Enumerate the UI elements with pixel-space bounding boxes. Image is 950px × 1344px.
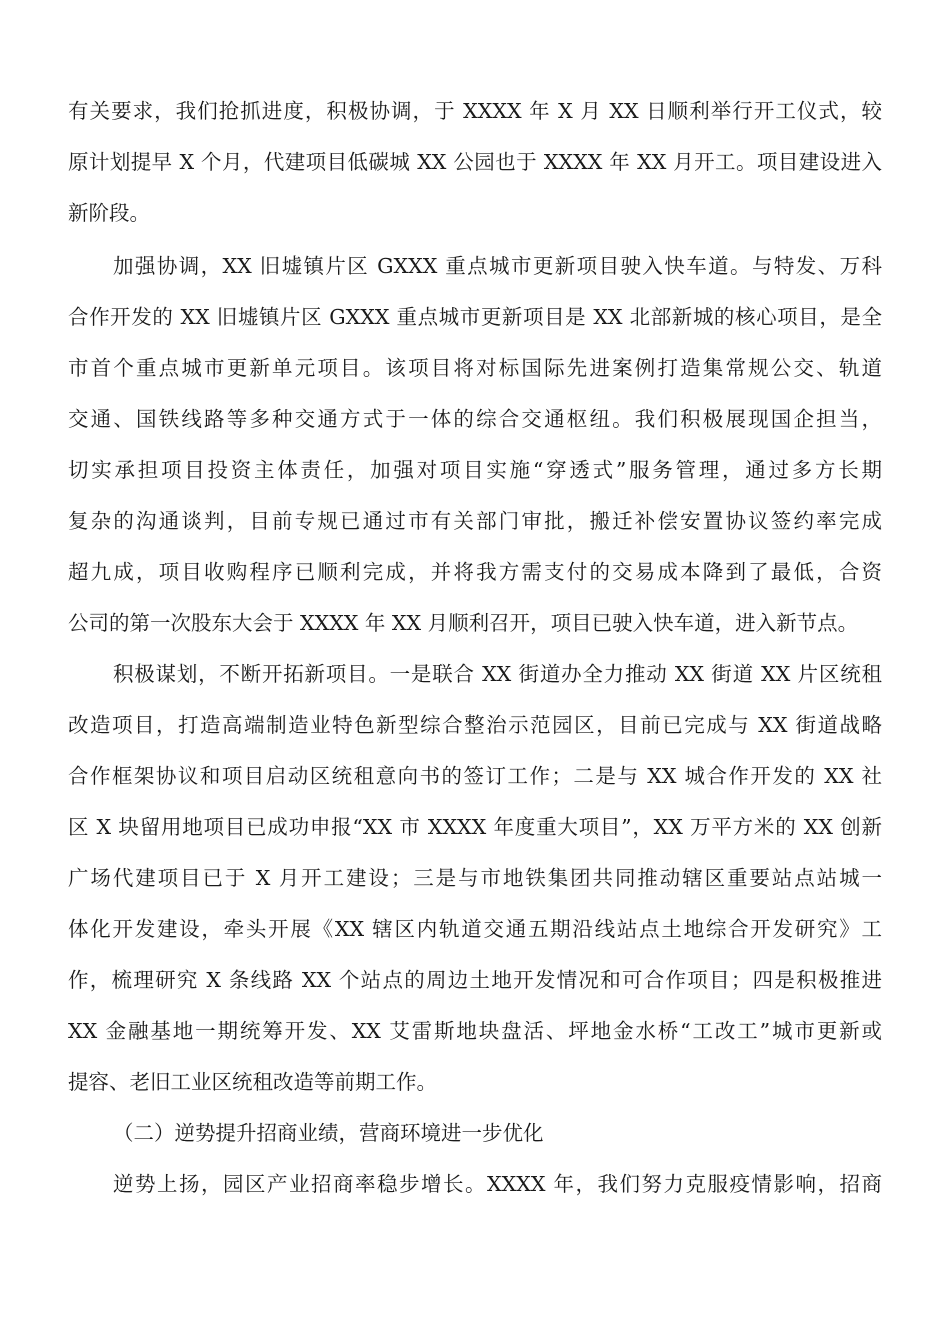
paragraph-4-line-1: 逆势上扬，园区产业招商率稳步增长。XXXX 年，我们努力克服疫情影响，招商 — [113, 1172, 882, 1196]
paragraph-3-line-3: 合作框架协议和项目启动区统租意向书的签订工作；二是与 XX 城合作开发的 XX 社 — [68, 764, 882, 788]
paragraph-3-line-6: 体化开发建设，牵头开展《XX 辖区内轨道交通五期沿线站点土地综合开发研究》工 — [68, 917, 882, 941]
paragraph-3-line-7: 作，梳理研究 X 条线路 XX 个站点的周边土地开发情况和可合作项目；四是积极推进 — [68, 968, 882, 992]
paragraph-1-line-3: 新阶段。 — [68, 201, 150, 225]
paragraph-2-line-5: 切实承担项目投资主体责任，加强对项目实施“穿透式”服务管理，通过多方长期 — [68, 458, 882, 482]
paragraph-3-line-5: 广场代建项目已于 X 月开工建设；三是与市地铁集团共同推动辖区重要站点站城一 — [68, 866, 882, 890]
paragraph-3-line-8: XX 金融基地一期统筹开发、XX 艾雷斯地块盘活、坪地金水桥“工改工”城市更新或 — [68, 1019, 882, 1043]
paragraph-2-line-8: 公司的第一次股东大会于 XXXX 年 XX 月顺利召开，项目已驶入快车道，进入新节点。 — [68, 611, 859, 635]
paragraph-3-line-9: 提容、老旧工业区统租改造等前期工作。 — [68, 1070, 437, 1094]
paragraph-2-line-4: 交通、国铁线路等多种交通方式于一体的综合交通枢纽。我们积极展现国企担当， — [68, 407, 882, 431]
paragraph-1-line-2: 原计划提早 X 个月，代建项目低碳城 XX 公园也于 XXXX 年 XX 月开工。项目建设进入 — [68, 150, 882, 174]
paragraph-3-line-1: 积极谋划，不断开拓新项目。一是联合 XX 街道办全力推动 XX 街道 XX 片区统租 — [113, 662, 882, 686]
paragraph-2-line-1: 加强协调，XX 旧墟镇片区 GXXX 重点城市更新项目驶入快车道。与特发、万科 — [113, 254, 882, 278]
paragraph-2-line-3: 市首个重点城市更新单元项目。该项目将对标国际先进案例打造集常规公交、轨道 — [68, 356, 882, 380]
paragraph-2-line-2: 合作开发的 XX 旧墟镇片区 GXXX 重点城市更新项目是 XX 北部新城的核心项目，是全 — [68, 305, 882, 329]
section-heading: （二）逆势提升招商业绩，营商环境进一步优化 — [113, 1121, 544, 1145]
paragraph-2-line-7: 超九成，项目收购程序已顺利完成，并将我方需支付的交易成本降到了最低，合资 — [68, 560, 882, 584]
paragraph-1-line-1: 有关要求，我们抢抓进度，积极协调，于 XXXX 年 X 月 XX 日顺利举行开工仪式，较 — [68, 99, 882, 123]
paragraph-3-line-2: 改造项目，打造高端制造业特色新型综合整治示范园区，目前已完成与 XX 街道战略 — [68, 713, 882, 737]
paragraph-2-line-6: 复杂的沟通谈判，目前专规已通过市有关部门审批，搬迁补偿安置协议签约率完成 — [68, 509, 882, 533]
paragraph-3-line-4: 区 X 块留用地项目已成功申报“XX 市 XXXX 年度重大项目”，XX 万平方米的 XX 创新 — [68, 815, 882, 839]
